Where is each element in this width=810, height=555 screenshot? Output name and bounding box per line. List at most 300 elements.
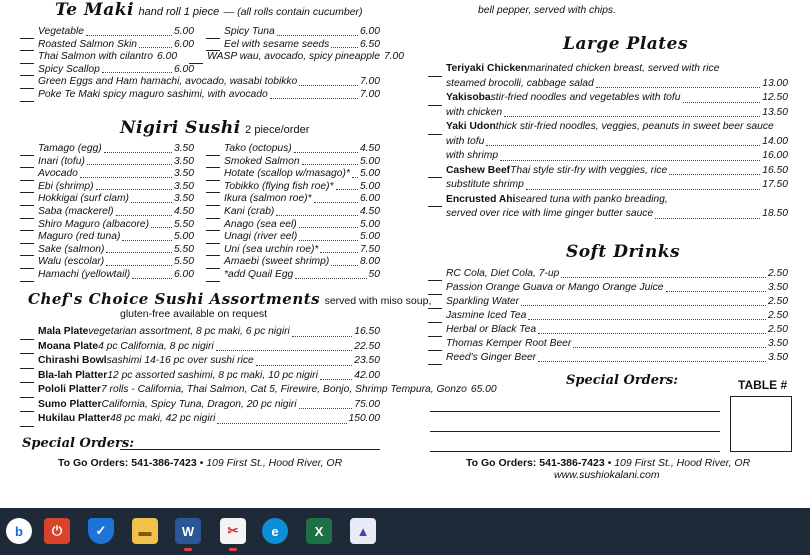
item-price: 50: [368, 268, 380, 280]
large-plates-list: [428, 62, 788, 222]
special-orders-line: [120, 449, 380, 450]
checkbox-line[interactable]: [20, 92, 34, 102]
checkbox-line[interactable]: [20, 246, 34, 256]
menu-item: [428, 178, 788, 193]
item-name: Bla-lah Platter: [38, 369, 108, 381]
website: www.sushiokalani.com: [554, 469, 660, 481]
checkbox-line[interactable]: [20, 171, 34, 181]
checkbox-line[interactable]: [428, 327, 442, 337]
bing-icon[interactable]: b: [6, 518, 32, 544]
item-price: 3.50: [173, 180, 194, 192]
checkbox-line[interactable]: [428, 341, 442, 351]
menu-item: [206, 256, 380, 269]
menu-item: [20, 76, 380, 89]
menu-item: [206, 244, 380, 257]
menu-item: [428, 267, 788, 281]
item-desc: 12 pc assorted sashimi, 8 pc maki, 10 pc nigiri: [107, 369, 318, 381]
item-name: Green Eggs and Ham hamachi, avocado, wasabi tobikko: [38, 76, 298, 88]
checkbox-line[interactable]: [428, 271, 442, 281]
checkbox-line[interactable]: [428, 125, 442, 135]
menu-row: [20, 143, 380, 156]
item-name: Jasmine Iced Tea: [446, 310, 527, 321]
item-price: 5.50: [173, 218, 194, 230]
menu-item: [206, 193, 380, 206]
special-line-1[interactable]: [430, 411, 720, 412]
item-name: Herbal or Black Tea: [446, 324, 537, 335]
checkbox-line[interactable]: [206, 234, 220, 244]
item-name: Thai Salmon with cilantro: [38, 51, 154, 63]
item-desc: with shrimp: [446, 150, 499, 161]
large-plates-heading: Large Plates: [563, 34, 689, 54]
item-price: 7.50: [359, 243, 380, 255]
item-price: 65.00: [470, 384, 497, 395]
checkbox-line[interactable]: [20, 417, 34, 427]
menu-item: [20, 26, 194, 39]
item-price: 22.50: [354, 340, 380, 352]
checkbox-line[interactable]: [428, 299, 442, 309]
item-name: Chirashi Bowl: [38, 355, 107, 366]
menu-row: [428, 62, 788, 77]
menu-row: [428, 267, 788, 281]
item-name: Anago (sea eel): [224, 218, 297, 230]
chef-subtitle: gluten-free available on request: [120, 308, 268, 320]
item-desc: with chicken: [446, 106, 503, 118]
item-price: 23.50: [354, 355, 380, 366]
item-price: 13.50: [762, 106, 788, 118]
checkbox-line[interactable]: [206, 41, 220, 51]
menu-row: [428, 281, 788, 295]
menu-row: [428, 164, 788, 179]
te-maki-heading: Te Maki hand roll 1 piece — (all rolls contain cucumber): [55, 0, 363, 20]
taskbar: [0, 508, 810, 555]
edge-icon[interactable]: e: [262, 518, 288, 544]
menu-item: [20, 256, 194, 269]
item-price: 16.50: [354, 326, 380, 337]
checkbox-line[interactable]: [206, 209, 220, 219]
menu-item: [206, 206, 380, 219]
menu-item: [428, 62, 788, 77]
menu-row: [20, 168, 380, 181]
checkbox-line[interactable]: [20, 259, 34, 269]
item-name: Unagi (river eel): [224, 231, 298, 243]
checkbox-line[interactable]: [20, 344, 34, 354]
item-desc: Thai style stir-fry with veggies, rice: [510, 164, 668, 176]
item-desc: sashimi 14-16 pc over sushi rice: [106, 355, 254, 366]
chef-heading: Chef's Choice Sushi Assortments served with miso soup,: [28, 290, 432, 308]
checkbox-line[interactable]: [20, 196, 34, 206]
item-name: Walu (escolar): [38, 256, 105, 268]
menu-row: [428, 135, 788, 150]
item-name: Saba (mackerel): [38, 205, 114, 217]
item-price: 8.00: [359, 256, 380, 268]
menu-item: [428, 106, 788, 121]
menu-item: [428, 120, 788, 135]
item-name: Ebi (shrimp): [38, 180, 94, 192]
item-desc: served over rice with lime ginger butter sauce: [446, 208, 654, 219]
te-maki-list: [20, 26, 404, 102]
item-price: 5.00: [359, 218, 380, 230]
item-name: Tamago (egg): [38, 143, 102, 154]
item-price: 5.00: [173, 26, 194, 37]
checkbox-line[interactable]: [20, 158, 34, 168]
item-name: Yakisoba: [446, 92, 491, 103]
item-desc: thick stir-fried noodles, veggies, peanuts in sweet beer sauce: [495, 121, 774, 132]
item-price: 13.00: [762, 77, 788, 89]
special-line-2[interactable]: [430, 431, 720, 432]
item-name: Vegetable: [38, 26, 84, 37]
checkbox-line[interactable]: [206, 196, 220, 206]
menu-row: [20, 269, 380, 282]
item-name: Spicy Scallop: [38, 63, 100, 75]
menu-item: [20, 354, 380, 369]
item-price: 3.50: [767, 338, 788, 349]
menu-item: [206, 26, 380, 39]
table-label: TABLE #: [738, 378, 788, 392]
checkbox-line[interactable]: [189, 54, 203, 64]
item-price: 5.00: [359, 168, 380, 180]
menu-item: [20, 231, 194, 244]
checkbox-line[interactable]: [20, 330, 34, 340]
menu-row: [20, 219, 380, 232]
menu-item: [428, 149, 788, 164]
special-orders-right: Special Orders:: [566, 373, 678, 388]
menu-item: [206, 231, 380, 244]
checkbox-line[interactable]: [20, 388, 34, 398]
menu-row: [20, 354, 380, 369]
menu-row: [20, 383, 497, 398]
menu-item: [206, 143, 380, 156]
menu-row: [20, 64, 380, 77]
menu-item: [20, 64, 194, 77]
item-name: RC Cola, Diet Cola, 7-up: [446, 268, 560, 279]
menu-item: [20, 325, 380, 340]
item-price: 6.50: [359, 38, 380, 50]
item-price: 3.50: [767, 352, 788, 363]
menu-item: [20, 340, 380, 355]
item-price: 5.50: [173, 243, 194, 255]
item-price: 3.50: [173, 155, 194, 167]
item-name: *add Quail Egg: [224, 268, 294, 280]
menu-row: [428, 77, 788, 92]
item-name: Smoked Salmon: [224, 155, 300, 167]
item-name: Roasted Salmon Skin: [38, 38, 138, 50]
checkbox-line[interactable]: [20, 373, 34, 383]
checkbox-line[interactable]: [20, 221, 34, 231]
checkbox-line[interactable]: [20, 402, 34, 412]
item-price: 5.50: [173, 256, 194, 268]
menu-item: [20, 219, 194, 232]
menu-item: [20, 398, 380, 413]
menu-row: [428, 178, 788, 193]
menu-item: [428, 77, 788, 92]
checkbox-line[interactable]: [428, 313, 442, 323]
menu-item: [206, 39, 380, 52]
menu-row: [20, 369, 380, 384]
item-price: 17.50: [762, 179, 788, 190]
checkbox-line[interactable]: [206, 246, 220, 256]
menu-item: [20, 269, 194, 282]
item-price: 3.50: [767, 282, 788, 293]
item-price: 2.50: [767, 268, 788, 279]
item-name: Amaebi (sweet shrimp): [224, 256, 330, 268]
item-desc: marinated chicken breast, served with rice: [527, 63, 720, 74]
item-name: Inari (tofu): [38, 155, 85, 167]
checkbox-line[interactable]: [20, 359, 34, 369]
checkbox-line[interactable]: [428, 168, 442, 178]
item-name: Uni (sea urchin roe)*: [224, 243, 319, 255]
item-price: 6.00: [173, 38, 194, 50]
item-name: Teriyaki Chicken: [446, 63, 528, 74]
menu-item: [428, 207, 788, 222]
item-price: 5.00: [359, 155, 380, 167]
item-name: Cashew Beef: [446, 164, 511, 176]
menu-item: [206, 181, 380, 194]
menu-item: [428, 135, 788, 150]
checkbox-line[interactable]: [20, 272, 34, 282]
menu-row: [20, 325, 380, 340]
item-name: Sumo Platter: [38, 398, 102, 410]
checkbox-line[interactable]: [20, 79, 34, 89]
item-name: Sparkling Water: [446, 296, 520, 307]
menu-row: [428, 295, 788, 309]
menu-item: [20, 369, 380, 384]
item-name: Tobikko (flying fish roe)*: [224, 180, 334, 192]
item-desc: with tofu: [446, 135, 485, 147]
shield-icon[interactable]: ✓: [88, 518, 114, 544]
checkbox-line[interactable]: [428, 96, 442, 106]
checkbox-line[interactable]: [428, 67, 442, 77]
menu-row: [20, 256, 380, 269]
soft-drinks-list: [428, 267, 788, 365]
checkbox-line[interactable]: [20, 234, 34, 244]
menu-row: [20, 39, 380, 52]
excel-icon[interactable]: X: [306, 518, 332, 544]
menu-item: [428, 164, 788, 179]
item-name: Reed's Ginger Beer: [446, 352, 537, 363]
menu-row: [20, 76, 380, 89]
item-desc: 7 rolls - California, Thai Salmon, Cat 5, Firewire, Bonjo, Shrimp Tempura, Gonzo: [100, 384, 467, 395]
menu-item: [20, 412, 380, 427]
checkbox-line[interactable]: [206, 272, 220, 282]
item-price: 2.50: [767, 324, 788, 335]
item-price: 5.00: [173, 231, 194, 243]
checkbox-line[interactable]: [206, 146, 220, 156]
item-price: 12.50: [762, 92, 788, 103]
checkbox-line[interactable]: [20, 209, 34, 219]
item-price: 6.00: [173, 268, 194, 280]
item-price: 150.00: [348, 413, 380, 424]
item-desc: steamed brocolli, cabbage salad: [446, 77, 594, 89]
item-price: 18.50: [762, 208, 788, 219]
checkbox-line[interactable]: [20, 29, 34, 39]
checkbox-line[interactable]: [20, 54, 34, 64]
item-name: Encrusted Ahi: [446, 193, 516, 205]
menu-item: [20, 181, 194, 194]
menu-item: [20, 51, 177, 64]
item-desc: 4 pc California, 8 pc nigiri: [98, 340, 214, 352]
menu-row: [428, 193, 788, 208]
menu-item: [428, 91, 788, 106]
item-price: 14.00: [762, 135, 788, 147]
menu-row: [428, 207, 788, 222]
menu-row: [20, 181, 380, 194]
item-price: 6.00: [359, 26, 380, 37]
menu-row: [428, 120, 788, 135]
item-price: 3.50: [173, 143, 194, 154]
menu-row: [20, 340, 380, 355]
folder-icon[interactable]: ▬: [132, 518, 158, 544]
menu-item: [20, 143, 194, 156]
item-name: Ikura (salmon roe)*: [224, 193, 312, 205]
item-name: Hotate (scallop w/masago)*: [224, 168, 350, 180]
item-name: Hokkigai (surf clam): [38, 193, 129, 205]
item-name: Maguro (red tuna): [38, 231, 121, 243]
menu-item: [206, 219, 380, 232]
checkbox-line[interactable]: [206, 171, 220, 181]
item-name: Yaki Udon: [446, 121, 496, 132]
word-icon[interactable]: W: [175, 518, 201, 544]
item-desc: substitute shrimp: [446, 179, 524, 190]
checkbox-line[interactable]: [206, 158, 220, 168]
checkbox-line[interactable]: [206, 29, 220, 39]
menu-row: [20, 231, 380, 244]
checkbox-line[interactable]: [20, 146, 34, 156]
item-desc: seared tuna with panko breading,: [515, 193, 668, 205]
menu-row: [428, 149, 788, 164]
menu-row: [20, 193, 380, 206]
checkbox-line[interactable]: [428, 197, 442, 207]
menu-row: [20, 156, 380, 169]
top-right-text: bell pepper, served with chips.: [478, 5, 616, 16]
item-desc: vegetarian assortment, 8 pc maki, 6 pc nigiri: [88, 326, 290, 337]
pen-icon[interactable]: ▲: [350, 518, 376, 544]
menu-item: [428, 337, 788, 351]
to-go-left: To Go Orders: 541-386-7423 • 109 First St., Hood River, OR: [58, 457, 343, 469]
menu-row: [428, 323, 788, 337]
menu-row: [20, 89, 380, 102]
soft-drinks-heading: Soft Drinks: [566, 242, 681, 262]
item-price: 3.50: [173, 168, 194, 180]
item-price: 7.00: [359, 88, 380, 100]
menu-row: [20, 26, 380, 39]
menu-row: [428, 309, 788, 323]
checkbox-line[interactable]: [20, 41, 34, 51]
menu-item: [20, 168, 194, 181]
special-line-3[interactable]: [430, 451, 720, 452]
menu-row: [20, 244, 380, 257]
item-price: 4.50: [359, 143, 380, 154]
item-name: Moana Plate: [38, 340, 99, 352]
menu-row: [428, 351, 788, 365]
item-price: 42.00: [354, 369, 380, 381]
checkbox-line[interactable]: [428, 285, 442, 295]
menu-item: [20, 206, 194, 219]
item-name: Poke Te Maki spicy maguro sashimi, with avocado: [38, 88, 268, 100]
power-icon[interactable]: ⏻: [44, 518, 70, 544]
item-price: 5.00: [359, 231, 380, 243]
checkbox-line[interactable]: [206, 259, 220, 269]
item-desc: stir-fried noodles and vegetables with tofu: [490, 92, 681, 103]
menu-row: [20, 412, 380, 427]
item-name: Hamachi (yellowtail): [38, 268, 131, 280]
checkbox-line[interactable]: [206, 183, 220, 193]
snip-icon[interactable]: ✂: [220, 518, 246, 544]
item-name: Mala Plate: [38, 326, 89, 337]
item-name: Hukilau Platter: [38, 413, 111, 424]
item-name: Shiro Maguro (albacore): [38, 218, 150, 230]
menu-item: [20, 383, 497, 398]
menu-row: [20, 398, 380, 413]
to-go-right: To Go Orders: 541-386-7423 • 109 First St., Hood River, OR: [466, 457, 751, 469]
item-name: WASP wau, avocado, spicy pineapple: [207, 51, 380, 63]
item-name: Eel with sesame seeds: [224, 38, 330, 50]
menu-item: [428, 309, 788, 323]
menu-row: [20, 51, 404, 64]
item-price: 2.50: [767, 310, 788, 321]
menu-item: [428, 351, 788, 365]
item-price: 5.00: [359, 180, 380, 192]
menu-item: [20, 39, 194, 52]
menu-row: [428, 106, 788, 121]
item-price: 2.50: [767, 296, 788, 307]
menu-item: [428, 281, 788, 295]
nigiri-list: [20, 143, 380, 282]
item-name: Pololi Platter: [38, 384, 101, 395]
item-name: Sake (salmon): [38, 243, 105, 255]
menu-item: [206, 168, 380, 181]
menu-item: [428, 295, 788, 309]
menu-item: [20, 89, 380, 102]
item-price: 16.00: [762, 150, 788, 161]
item-price: 6.00: [173, 63, 194, 75]
menu-item: [428, 193, 788, 208]
item-name: Spicy Tuna: [224, 26, 275, 37]
menu-item: [206, 156, 380, 169]
item-price: 7.00: [359, 76, 380, 88]
item-name: Kani (crab): [224, 205, 275, 217]
special-orders-label: Special Orders:: [22, 436, 134, 451]
checkbox-line[interactable]: [20, 66, 34, 76]
item-price: 4.50: [173, 205, 194, 217]
menu-item: [428, 323, 788, 337]
menu-row: [428, 337, 788, 351]
menu-item: [189, 51, 404, 64]
menu-item: [20, 156, 194, 169]
item-desc: California, Spicy Tuna, Dragon, 20 pc nigiri: [101, 398, 297, 410]
item-price: 4.50: [359, 205, 380, 217]
checkbox-line[interactable]: [428, 355, 442, 365]
nigiri-heading: Nigiri Sushi 2 piece/order: [120, 118, 310, 138]
item-price: 75.00: [354, 398, 380, 410]
checkbox-line[interactable]: [206, 221, 220, 231]
item-price: 6.00: [157, 51, 178, 63]
item-price: 6.00: [359, 193, 380, 205]
menu-row: [428, 91, 788, 106]
item-desc: 48 pc maki, 42 pc nigiri: [110, 413, 216, 424]
table-number-box[interactable]: [730, 396, 792, 452]
checkbox-line[interactable]: [20, 183, 34, 193]
item-name: Passion Orange Guava or Mango Orange Juice: [446, 282, 664, 293]
menu-item: [206, 269, 380, 282]
item-name: Thomas Kemper Root Beer: [446, 338, 572, 349]
item-name: Tako (octopus): [224, 143, 292, 154]
item-price: 3.50: [173, 193, 194, 205]
menu-row: [20, 206, 380, 219]
item-name: Avocado: [38, 168, 78, 180]
item-price: 16.50: [762, 164, 788, 176]
menu-item: [20, 244, 194, 257]
item-price: 7.00: [383, 51, 404, 63]
